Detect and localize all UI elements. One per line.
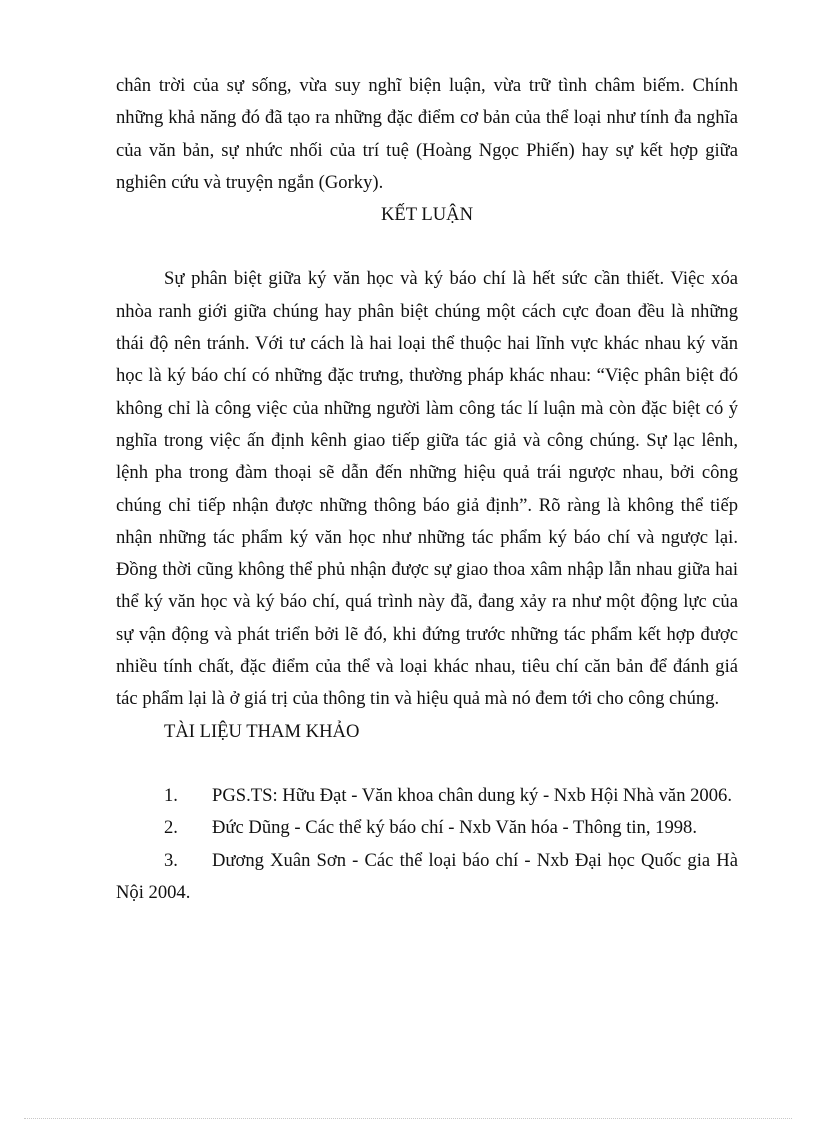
- references-heading: TÀI LIỆU THAM KHẢO: [164, 720, 360, 742]
- reference-number: 1.: [164, 784, 178, 806]
- reference-text: Đức Dũng - Các thể ký báo chí - Nxb Văn hóa - Thông tin, 1998.: [212, 817, 697, 839]
- reference-number: 3.: [164, 849, 178, 871]
- conclusion-heading: KẾT LUẬN: [380, 204, 474, 226]
- reference-item: [116, 845, 738, 910]
- spacer: [116, 748, 738, 780]
- references-list: [116, 780, 738, 909]
- reference-item: [116, 812, 738, 844]
- page-bottom-divider: [24, 1118, 792, 1119]
- reference-text: Dương Xuân Sơn - Các thể loại báo chí - Nxb Đại học Quốc gia Hà Nội 2004.: [116, 849, 738, 903]
- reference-number: 2.: [164, 817, 178, 839]
- reference-text: PGS.TS: Hữu Đạt - Văn khoa chân dung ký - Nxb Hội Nhà văn 2006.: [212, 784, 732, 806]
- spacer: [116, 231, 738, 263]
- document-page: [116, 70, 738, 909]
- reference-item: [116, 780, 738, 812]
- continuation-paragraph: chân trời của sự sống, vừa suy nghĩ biện luận, vừa trữ tình châm biếm. Chính những khả năng đó đã tạo ra những đặc điểm cơ bản của thể loại như tính đa nghĩa của văn bản, sự nhức nhối của trí tuệ (Hoàng Ngọc Phiến) hay sự kết hợp giữa nghiên cứu và truyện ngắn (Gorky).: [116, 75, 738, 193]
- conclusion-paragraph: Sự phân biệt giữa ký văn học và ký báo chí là hết sức cần thiết. Việc xóa nhòa ranh giới giữa chúng hay phân biệt chúng một cách cực đoan đều là những thái độ nên tránh. Với tư cách là hai loại thể thuộc hai lĩnh vực khác nhau ký văn học là ký báo chí có những đặc trưng, thường pháp khác nhau: “Việc phân biệt đó không chỉ là công việc của những người làm công tác lí luận mà còn đặc biệt có ý nghĩa trong việc ấn định kênh giao tiếp giữa tác giả và công chúng. Sự lạc lênh, lệnh pha trong đàm thoại sẽ dẫn đến những hiệu quả trái ngược nhau, bởi công chúng chỉ tiếp nhận được những thông báo giả định”. Rõ ràng là không thể tiếp nhận những tác phẩm ký văn học như những tác phẩm ký báo chí và ngược lại. Đồng thời cũng không thể phủ nhận được sự giao thoa xâm nhập lẫn nhau giữa hai thể ký văn học và ký báo chí, quá trình này đã, đang xảy ra như một động lực của sự vận động và phát triển bởi lẽ đó, khi đứng trước những tác phẩm kết hợp được nhiều tính chất, đặc điểm của thể và loại khác nhau, tiêu chí căn bản để đánh giá tác phẩm lại là ở giá trị của thông tin và hiệu quả mà nó đem tới cho công chúng.: [116, 268, 738, 710]
